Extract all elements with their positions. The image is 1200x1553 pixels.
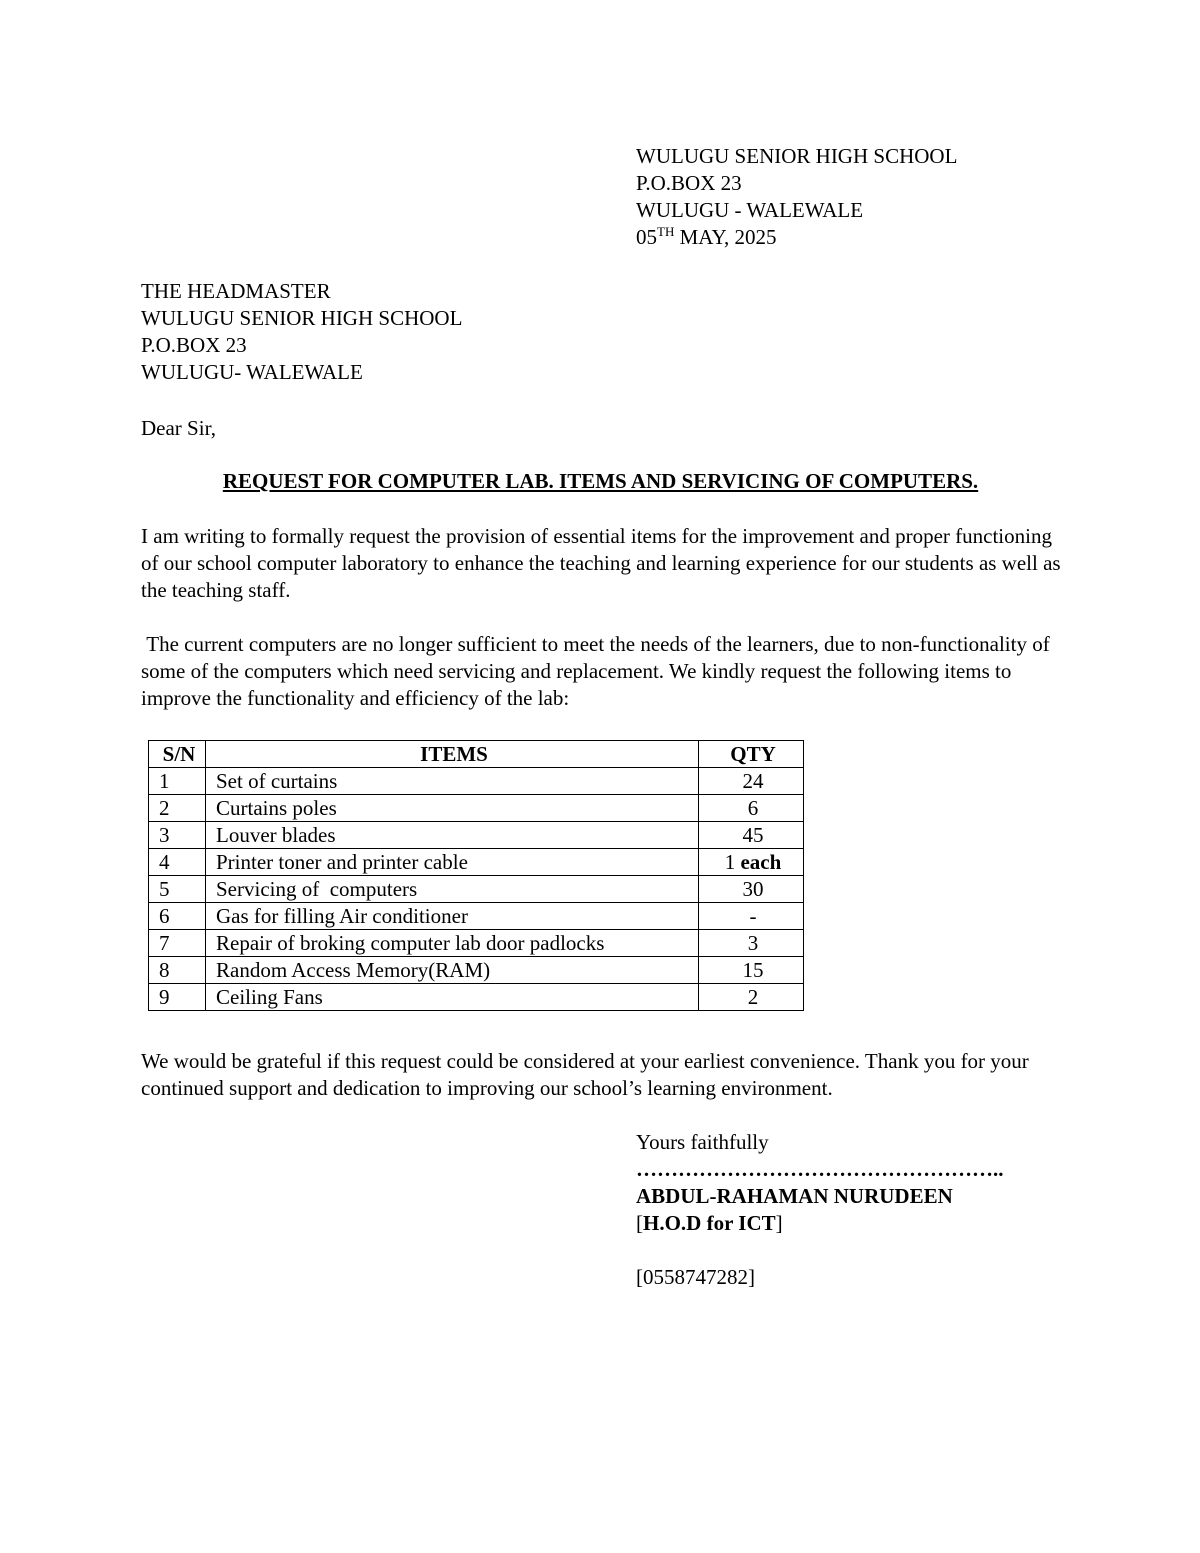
salutation: Dear Sir, (141, 416, 216, 440)
recipient-address (141, 278, 462, 386)
row-item: Random Access Memory(RAM) (206, 957, 699, 984)
row-qty: 3 (699, 930, 804, 957)
body-paragraph-1: I am writing to formally request the provision of essential items for the improvement and proper functioning of our school computer laboratory to enhance the teaching and learning experience for our students as well as the teaching staff. (141, 524, 1061, 602)
table-row (149, 822, 804, 849)
spacer (636, 1237, 1004, 1264)
date-rest: MAY, 2025 (674, 225, 777, 249)
row-qty: 24 (699, 768, 804, 795)
row-qty: 15 (699, 957, 804, 984)
row-sn: 9 (149, 984, 206, 1011)
row-item: Curtains poles (206, 795, 699, 822)
row-item: Repair of broking computer lab door padlocks (206, 930, 699, 957)
table-row (149, 876, 804, 903)
header-qty: QTY (699, 741, 804, 768)
date-suffix: TH (657, 224, 675, 239)
subject-heading: REQUEST FOR COMPUTER LAB. ITEMS AND SERVICING OF COMPUTERS. (222, 469, 979, 493)
sender-address (636, 143, 957, 251)
row-sn: 1 (149, 768, 206, 795)
sender-box: P.O.BOX 23 (636, 171, 742, 195)
sender-school: WULUGU SENIOR HIGH SCHOOL (636, 144, 958, 168)
body-paragraph-2: The current computers are no longer sufficient to meet the needs of the learners, due to non-functionality of some of the computers which need servicing and replacement. We kindly request the following items to improve the functionality and efficiency of the lab: (141, 632, 1055, 710)
position-title: H.O.D for ICT (643, 1211, 776, 1235)
qty-unit: each (740, 850, 782, 874)
valediction: Yours faithfully (636, 1130, 769, 1154)
table-row (149, 795, 804, 822)
row-qty: 2 (699, 984, 804, 1011)
row-sn: 4 (149, 849, 206, 876)
table-row (149, 903, 804, 930)
qty-number: 1 (724, 850, 741, 874)
header-sn: S/N (149, 741, 206, 768)
sender-town: WULUGU - WALEWALE (636, 198, 864, 222)
recipient-town: WULUGU- WALEWALE (141, 360, 363, 384)
signatory-phone: [0558747282] (636, 1265, 755, 1289)
header-items: ITEMS (206, 741, 699, 768)
table-header-row (149, 741, 804, 768)
row-sn: 6 (149, 903, 206, 930)
row-sn: 3 (149, 822, 206, 849)
row-item: Louver blades (206, 822, 699, 849)
signatory-position (636, 1210, 1004, 1237)
table-row (149, 930, 804, 957)
items-table (148, 740, 804, 1011)
row-item: Printer toner and printer cable (206, 849, 699, 876)
closing-block (636, 1129, 1004, 1291)
date-day: 05 (636, 225, 657, 249)
row-item: Servicing of computers (206, 876, 699, 903)
recipient-title: THE HEADMASTER (141, 279, 331, 303)
row-sn: 5 (149, 876, 206, 903)
row-qty (699, 849, 804, 876)
signature-line: …………………………………………….. (636, 1157, 1004, 1181)
table-row (149, 768, 804, 795)
position-bracket-open: [ (636, 1211, 643, 1235)
recipient-school: WULUGU SENIOR HIGH SCHOOL (141, 306, 463, 330)
table-row (149, 984, 804, 1011)
body-paragraph-3: We would be grateful if this request could be considered at your earliest convenience. Thank you for your continued support and dedication to improving our school’s learning environment. (141, 1049, 1029, 1100)
row-sn: 2 (149, 795, 206, 822)
row-item: Gas for filling Air conditioner (206, 903, 699, 930)
row-qty: 6 (699, 795, 804, 822)
row-item: Set of curtains (206, 768, 699, 795)
row-qty: 45 (699, 822, 804, 849)
position-bracket-close: ] (775, 1211, 783, 1235)
letter-date (636, 224, 957, 251)
row-item: Ceiling Fans (206, 984, 699, 1011)
signatory-name: ABDUL-RAHAMAN NURUDEEN (636, 1184, 953, 1208)
recipient-box: P.O.BOX 23 (141, 333, 247, 357)
row-qty: - (699, 903, 804, 930)
table-row (149, 849, 804, 876)
row-qty: 30 (699, 876, 804, 903)
row-sn: 7 (149, 930, 206, 957)
row-sn: 8 (149, 957, 206, 984)
table-row (149, 957, 804, 984)
